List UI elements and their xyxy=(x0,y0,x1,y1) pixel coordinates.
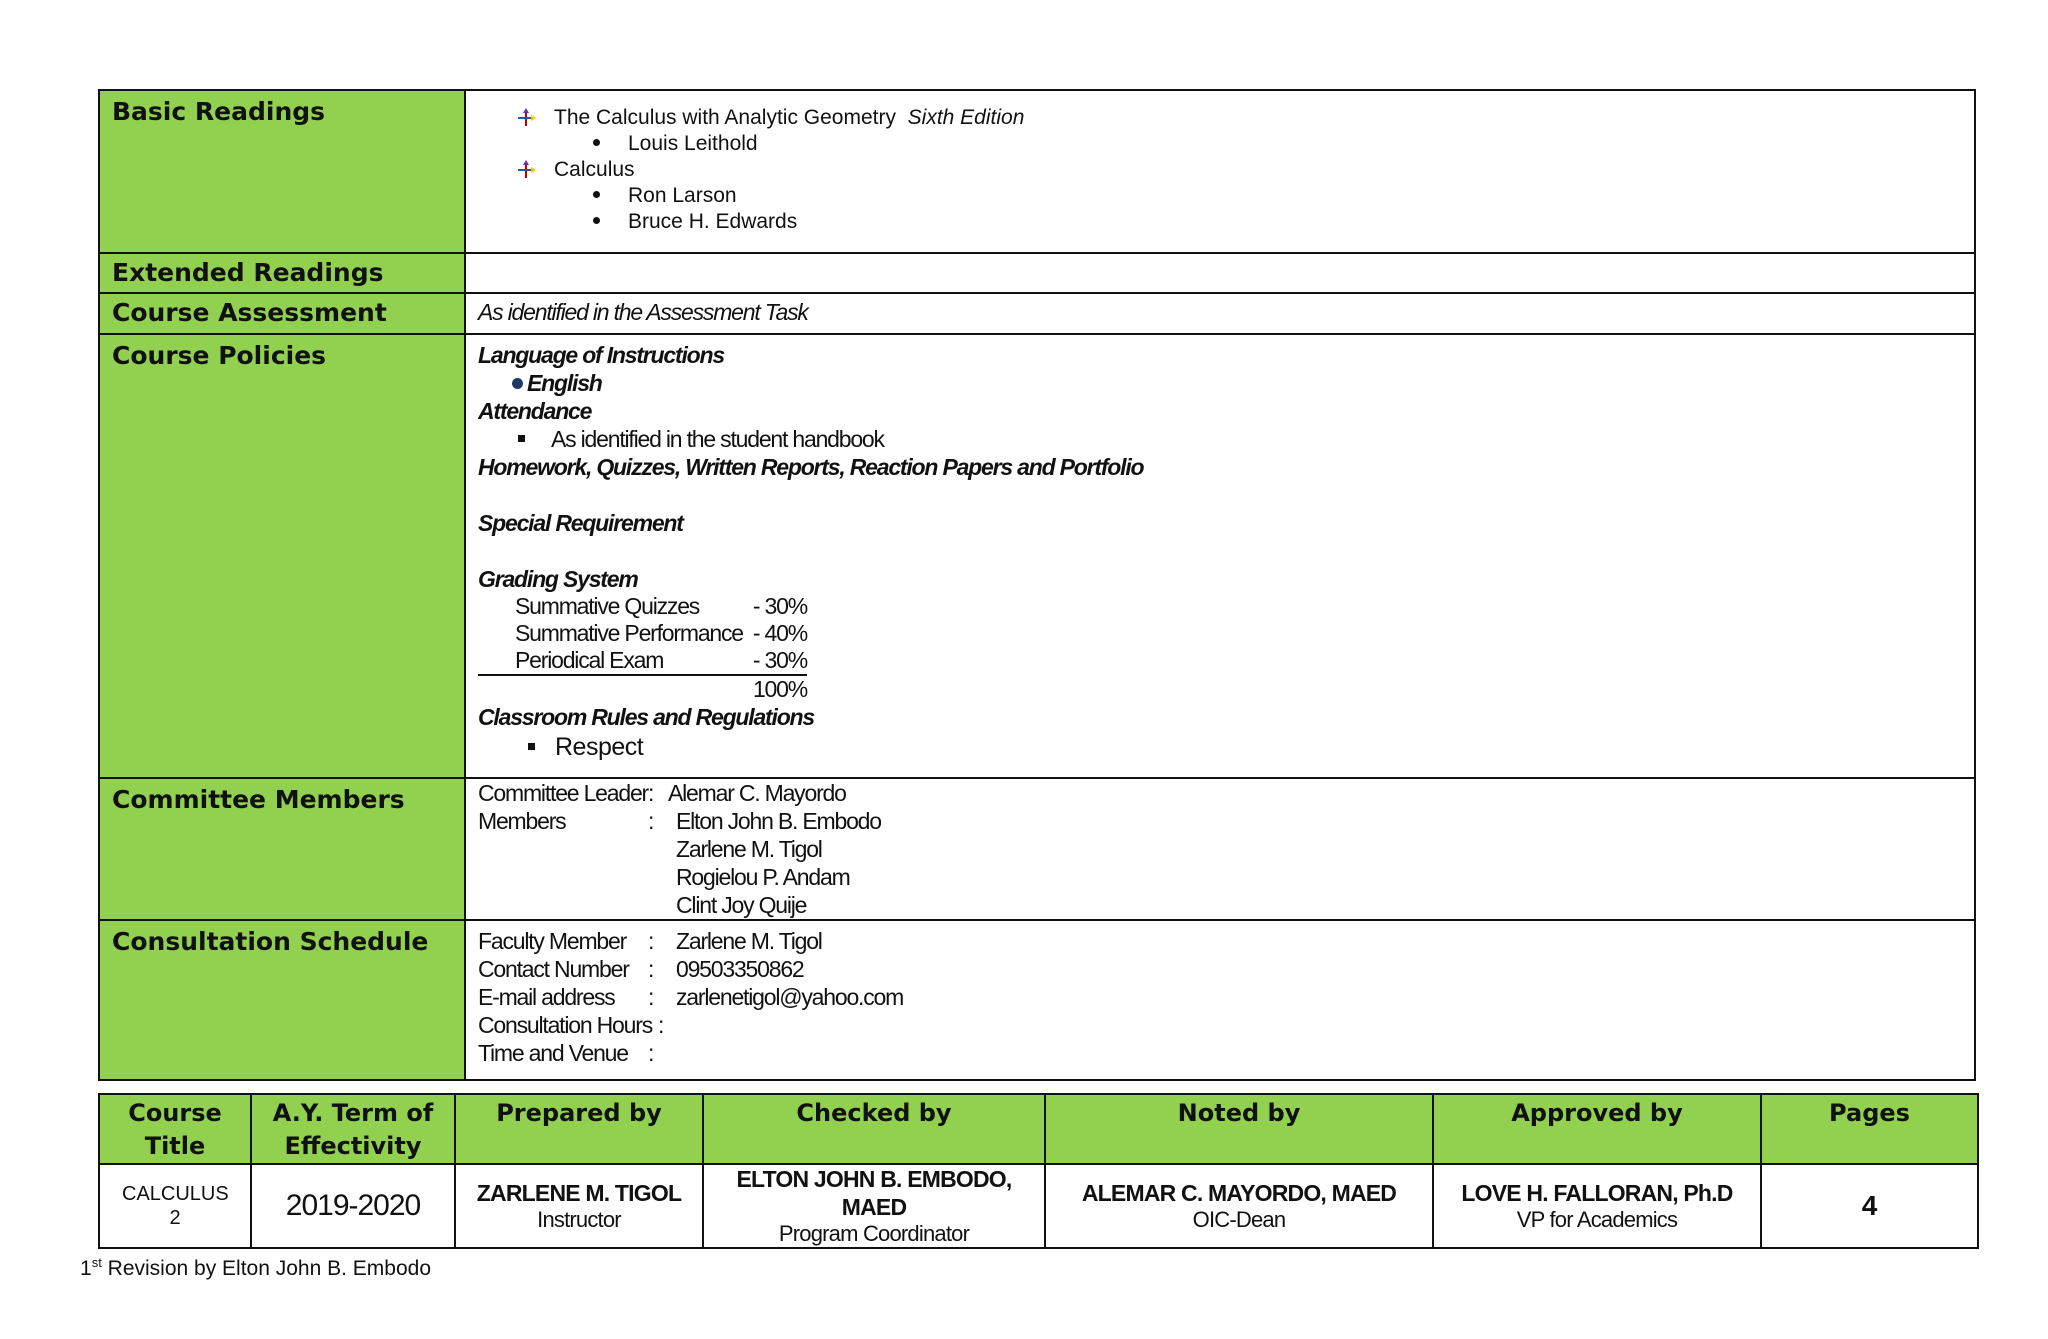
committee-leader-key: Committee Leader xyxy=(478,780,648,806)
book-2-author: Ron Larson xyxy=(628,184,737,207)
extended-readings-label: Extended Readings xyxy=(99,253,465,293)
pages-value: 4 xyxy=(1761,1164,1978,1248)
consultation-value: zarlenetigol@yahoo.com xyxy=(676,984,904,1010)
revision-note xyxy=(80,1255,431,1281)
consultation-value: Zarlene M. Tigol xyxy=(676,928,822,954)
consultation-label: Consultation Schedule xyxy=(99,920,465,1080)
grading-row xyxy=(478,593,1974,620)
syllabus-table xyxy=(98,89,1976,1081)
committee-row xyxy=(99,778,1975,920)
noted-cell xyxy=(1045,1164,1433,1248)
attendance-value: As identified in the student handbook xyxy=(551,426,884,452)
consultation-row xyxy=(99,920,1975,1080)
committee-members-key: Members xyxy=(478,808,566,834)
committee-member xyxy=(478,807,1974,835)
consultation-item xyxy=(478,955,1974,983)
signatory-header-row xyxy=(99,1094,1978,1164)
colon: : xyxy=(648,780,654,806)
header-checked: Checked by xyxy=(703,1094,1045,1164)
colon: : xyxy=(648,928,654,954)
basic-readings-content xyxy=(465,90,1975,253)
committee-member-name: Elton John B. Embodo xyxy=(676,808,881,834)
spacer xyxy=(478,891,676,919)
book-1 xyxy=(516,105,1974,131)
book-2-author-item xyxy=(516,209,1974,235)
committee-member xyxy=(478,835,1974,863)
arrow-bullet-icon xyxy=(516,160,536,180)
bullet-dot-icon xyxy=(593,191,600,198)
colon: : xyxy=(648,1040,654,1066)
committee-member-name: Rogielou P. Andam xyxy=(676,864,850,890)
extended-readings-content xyxy=(465,253,1975,293)
course-assessment-text: As identified in the Assessment Task xyxy=(465,293,1975,334)
revision-ordinal: 1 xyxy=(80,1257,92,1280)
header-prepared: Prepared by xyxy=(455,1094,703,1164)
book-1-title: The Calculus with Analytic Geometry xyxy=(554,106,896,129)
approved-role: VP for Academics xyxy=(1516,1207,1678,1232)
header-pages: Pages xyxy=(1761,1094,1978,1164)
bullet-dot-icon xyxy=(593,139,600,146)
extended-readings-row xyxy=(99,253,1975,293)
colon: : xyxy=(658,1012,664,1038)
consultation-item xyxy=(478,927,1974,955)
grading-item-name: Summative Performance xyxy=(515,620,743,646)
rules-value: Respect xyxy=(555,733,644,761)
special-requirement-heading: Special Requirement xyxy=(478,510,683,536)
checked-role: Program Coordinator xyxy=(778,1221,970,1246)
course-assessment-label: Course Assessment xyxy=(99,293,465,334)
consultation-key: Contact Number xyxy=(478,956,629,982)
header-noted: Noted by xyxy=(1045,1094,1433,1164)
signatory-table xyxy=(98,1093,1979,1249)
course-policies-content xyxy=(465,334,1975,778)
consultation-item xyxy=(478,1011,1974,1039)
consultation-key: Time and Venue xyxy=(478,1040,628,1066)
spacer xyxy=(478,537,1974,565)
colon: : xyxy=(648,984,654,1010)
consultation-item xyxy=(478,983,1974,1011)
noted-name: ALEMAR C. MAYORDO, MAED xyxy=(1081,1180,1397,1206)
rules-heading: Classroom Rules and Regulations xyxy=(478,704,814,730)
committee-member xyxy=(478,891,1974,919)
attendance-heading: Attendance xyxy=(478,398,592,424)
grading-item-value: - 30% xyxy=(752,593,807,619)
book-1-author-item xyxy=(516,131,1974,157)
noted-role: OIC-Dean xyxy=(1192,1207,1286,1232)
grading-item-value: - 40% xyxy=(752,620,807,646)
basic-readings-row xyxy=(99,90,1975,253)
revision-text: Revision by Elton John B. Embodo xyxy=(101,1257,431,1280)
consultation-item xyxy=(478,1039,1974,1067)
grading-total-row xyxy=(478,676,1974,703)
committee-member-name: Clint Joy Quije xyxy=(676,892,807,918)
arrow-bullet-icon xyxy=(516,108,536,128)
header-approved: Approved by xyxy=(1433,1094,1761,1164)
attendance-item xyxy=(478,425,1974,453)
grading-row xyxy=(478,620,1974,647)
grading-row xyxy=(478,647,807,676)
grading-heading: Grading System xyxy=(478,566,638,592)
book-2-title: Calculus xyxy=(554,158,635,181)
committee-label: Committee Members xyxy=(99,778,465,920)
checked-name: ELTON JOHN B. EMBODO, MAED xyxy=(736,1166,1012,1220)
course-title-value: CALCULUS 2 xyxy=(99,1164,251,1248)
bullet-square-icon xyxy=(528,743,535,750)
rules-item xyxy=(478,731,1974,763)
consultation-content xyxy=(465,920,1975,1080)
book-2-author: Bruce H. Edwards xyxy=(628,210,798,233)
prepared-role: Instructor xyxy=(537,1207,621,1232)
header-term: A.Y. Term of Effectivity xyxy=(251,1094,455,1164)
consultation-key: Consultation Hours xyxy=(478,1012,653,1038)
consultation-key: E-mail address xyxy=(478,984,615,1010)
checked-cell xyxy=(703,1164,1045,1248)
prepared-cell xyxy=(455,1164,703,1248)
colon: : xyxy=(648,956,654,982)
basic-readings-label: Basic Readings xyxy=(99,90,465,253)
language-value: English xyxy=(527,370,602,396)
course-policies-row xyxy=(99,334,1975,778)
homework-heading: Homework, Quizzes, Written Reports, Reaction Papers and Portfolio xyxy=(478,454,1144,480)
revision-ordinal-suffix: st xyxy=(91,1255,102,1270)
term-value: 2019-2020 xyxy=(251,1164,455,1248)
committee-leader-value: Alemar C. Mayordo xyxy=(668,780,846,806)
bullet-square-icon xyxy=(518,435,525,442)
colon: : xyxy=(648,808,654,834)
consultation-key: Faculty Member xyxy=(478,928,627,954)
book-2 xyxy=(516,157,1974,183)
grading-item-value: - 30% xyxy=(752,647,807,673)
bullet-dot-icon xyxy=(512,378,523,389)
committee-member-name: Zarlene M. Tigol xyxy=(676,836,822,862)
book-2-author-item xyxy=(516,183,1974,209)
committee-leader xyxy=(478,779,1974,807)
course-assessment-row xyxy=(99,293,1975,334)
signatory-body-row xyxy=(99,1164,1978,1248)
spacer xyxy=(478,835,676,863)
bullet-dot-icon xyxy=(593,217,600,224)
book-1-edition: Sixth Edition xyxy=(907,106,1025,129)
committee-content xyxy=(465,778,1975,920)
header-course-title: Course Title xyxy=(99,1094,251,1164)
approved-name: LOVE H. FALLORAN, Ph.D xyxy=(1461,1180,1733,1206)
consultation-value: 09503350862 xyxy=(676,956,804,982)
spacer xyxy=(478,863,676,891)
book-1-author: Louis Leithold xyxy=(628,132,758,155)
language-item xyxy=(478,369,1974,397)
grading-total: 100% xyxy=(752,676,807,702)
approved-cell xyxy=(1433,1164,1761,1248)
spacer xyxy=(478,676,747,703)
committee-member xyxy=(478,863,1974,891)
grading-item-name: Summative Quizzes xyxy=(515,593,700,619)
language-heading: Language of Instructions xyxy=(478,342,724,368)
prepared-name: ZARLENE M. TIGOL xyxy=(476,1180,682,1206)
course-policies-label: Course Policies xyxy=(99,334,465,778)
spacer xyxy=(478,481,1974,509)
grading-item-name: Periodical Exam xyxy=(515,647,664,673)
